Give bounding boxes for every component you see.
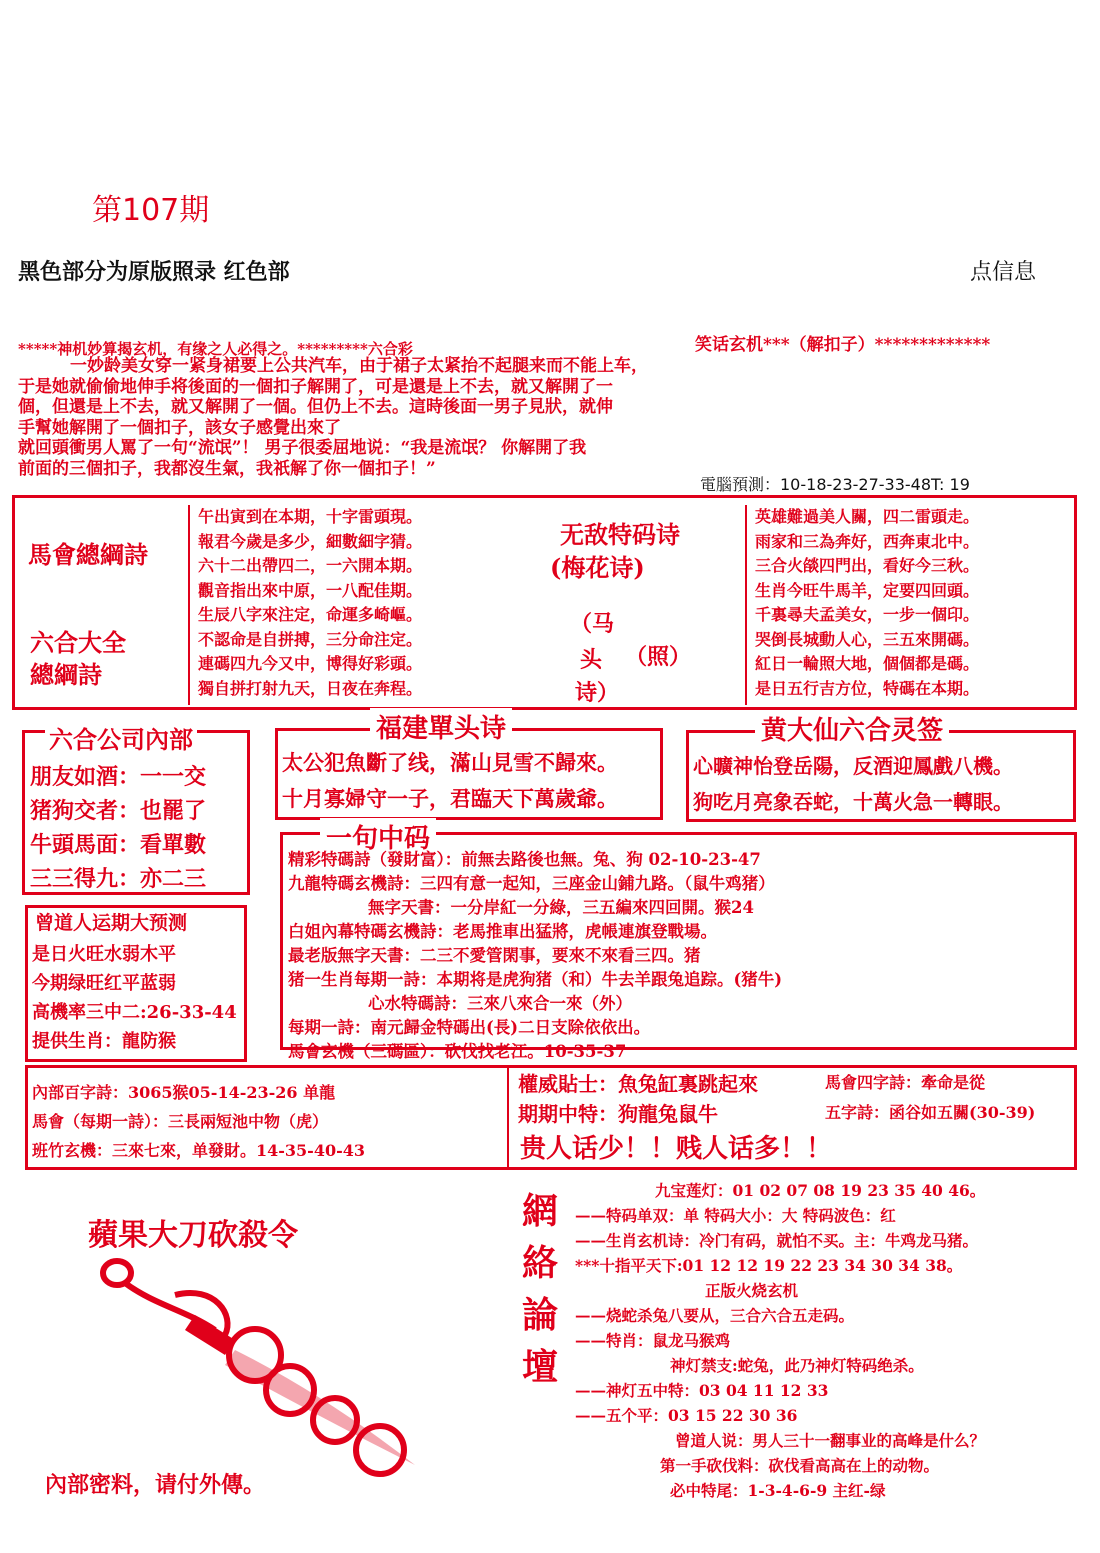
yiju-line: 心水特碼詩：三來八來合一來（外） bbox=[368, 994, 632, 1013]
company-line: 猪狗交者：也罷了 bbox=[30, 798, 207, 824]
forum-title-char: 壇 bbox=[522, 1346, 559, 1388]
zengdao-lines bbox=[32, 940, 237, 1056]
joke-line: 個，但還是上不去，就又解開了一個。但仍上不去。這時後面一男子見狀，就伸 bbox=[18, 397, 613, 417]
notice-text-right: 点信息 bbox=[970, 260, 1037, 285]
company-line: 三三得九：亦二三 bbox=[30, 866, 207, 892]
issue-number: 第107期 bbox=[92, 193, 210, 228]
poem-line: 觀音指出來中原，一八配佳期。 bbox=[198, 580, 423, 600]
computer-prediction: 電腦預測：10-18-23-27-33-48T: 19 bbox=[700, 475, 970, 494]
huangdaxian-title: 黄大仙六合灵签 bbox=[755, 710, 949, 747]
huangdaxian-line: 心曠神怡登岳陽，反酒迎鳳戲八機。 bbox=[693, 754, 1013, 778]
quanwei-line: 權威貼士：魚兔缸裏跳起來 bbox=[518, 1072, 758, 1096]
divider bbox=[745, 505, 747, 705]
joke-line: 于是她就偷偷地伸手将後面的一個扣子解開了，可是還是上不去，就又解開了一 bbox=[18, 376, 613, 397]
poem-line: 不認命是自拼搏，三分命注定。 bbox=[198, 629, 423, 649]
poem-line: 獨自拼打射九天，日夜在奔程。 bbox=[198, 678, 423, 698]
joke-heading: *****神机妙算揭玄机，有缘之人必得之。*********六合彩 bbox=[18, 340, 413, 358]
poem-line: 千裏尋夫孟美女，一步一個印。 bbox=[755, 605, 980, 624]
forum-title-char: 網 bbox=[522, 1190, 559, 1232]
quanwei-right: 五字詩：函谷如五關(30-39) bbox=[825, 1103, 1036, 1122]
forum-line: 九宝莲灯：01 02 07 08 19 23 35 40 46。 bbox=[655, 1181, 986, 1200]
joke-line: 手幫她解開了一個扣子，該女子感覺出來了 bbox=[18, 417, 341, 438]
fujian-title: 福建單头诗 bbox=[370, 708, 512, 745]
poem-line: 六十二出帶四二，一六開本期。 bbox=[198, 556, 423, 575]
center-note: （马 bbox=[570, 611, 615, 637]
zengdao-line: 提供生肖：龍防猴 bbox=[32, 1031, 176, 1052]
sword-icon bbox=[95, 1255, 435, 1485]
quanwei-line: 期期中特：狗龍兔鼠牛 bbox=[518, 1102, 718, 1126]
neibu-line: 班竹玄機：三來七來，单發財。14-35-40-43 bbox=[32, 1141, 365, 1160]
divider bbox=[188, 505, 190, 705]
zengdao-line: 是日火旺水弱木平 bbox=[32, 944, 176, 965]
forum-line: 神灯禁支:蛇兔，此乃神灯特码绝杀。 bbox=[670, 1356, 924, 1375]
joke-line: 就回頭衝男人罵了一句“流氓”！ 男子很委屈地说：“我是流氓？ 你解開了我 bbox=[18, 438, 587, 458]
company-line: 牛頭馬面：看單數 bbox=[30, 832, 207, 858]
fujian-line: 十月寡婦守一子，君臨天下萬歲爺。 bbox=[282, 786, 618, 811]
forum-line: 第一手砍伐料：砍伐看高高在上的动物。 bbox=[660, 1456, 940, 1475]
forum-line: ——五个平：03 15 22 30 36 bbox=[575, 1406, 798, 1425]
center-title: 无敌特码诗 bbox=[560, 520, 680, 549]
poem-line: 生肖今旺牛馬羊，定要四回頭。 bbox=[755, 580, 980, 600]
joke-line: 前面的三個扣子，我都沒生氣，我祇解了你一個扣子！” bbox=[18, 458, 436, 479]
company-title: 六合公司內部 bbox=[45, 720, 197, 755]
poem-line: 連碼四九今又中，博得好彩頭。 bbox=[198, 654, 423, 673]
forum-line: ——特码单双：单 特码大小：大 特码波色：红 bbox=[575, 1206, 896, 1225]
joke-heading-right: 笑话玄机***（解扣子）************* bbox=[695, 335, 991, 355]
forum-line: ——烧蛇杀兔八要从，三合六合五走码。 bbox=[575, 1306, 855, 1325]
mahui-title: 馬會總綱詩 bbox=[28, 540, 148, 569]
mahui-left-poem bbox=[198, 505, 422, 701]
forum-line: 正版火烧玄机 bbox=[705, 1281, 799, 1300]
forum-title-char: 論 bbox=[522, 1294, 559, 1336]
center-note: （照） bbox=[625, 644, 692, 670]
yiju-title: 一句中码 bbox=[320, 818, 436, 855]
notice-text-left: 黑色部分为原版照录 红色部 bbox=[18, 260, 290, 285]
huangdaxian-lines bbox=[693, 748, 1013, 820]
yiju-line: 最老版無字天書：二三不愛管閑事，要來不來看三四。猪 bbox=[288, 946, 701, 965]
forum-line: 曾道人说：男人三十一翻事业的高峰是什么？ bbox=[675, 1431, 986, 1450]
poem-line: 報君今歲是多少，細數細字猜。 bbox=[198, 531, 423, 551]
poem-line: 雨家和三為奔好，西奔東北中。 bbox=[755, 531, 980, 551]
neibu-line: 內部百字詩：3065猴05-14-23-26 单龍 bbox=[32, 1083, 336, 1102]
mahui-right-poem bbox=[755, 505, 979, 701]
yiju-line: 白姐內幕特碼玄機詩：老馬推車出猛將，虎帳連旗登戰場。 bbox=[288, 922, 717, 941]
forum-title bbox=[522, 1185, 558, 1393]
poem-line: 午出寅到在本期，十字雷頭現。 bbox=[198, 507, 423, 526]
forum-line: ——特肖：鼠龙马猴鸡 bbox=[575, 1331, 731, 1350]
center-note: 诗） bbox=[575, 680, 620, 706]
forum-line: ——神灯五中特：03 04 11 12 33 bbox=[575, 1381, 829, 1400]
poem-line: 英雄難過美人關，四二雷頭走。 bbox=[755, 507, 980, 526]
liuhe-title-a: 六合大全 bbox=[30, 628, 126, 657]
poem-line: 生辰八字來注定，命運多崎嶇。 bbox=[198, 605, 423, 624]
zengdao-line: 高機率三中二:26-33-44 bbox=[32, 1002, 237, 1023]
zengdao-line: 今期绿旺红平蓝弱 bbox=[32, 973, 176, 994]
fujian-line: 太公犯魚斷了线，滿山見雪不歸來。 bbox=[282, 750, 618, 775]
center-subtitle: (梅花诗) bbox=[550, 553, 645, 582]
zengdao-title: 曾道人运期大预测 bbox=[35, 912, 188, 934]
yiju-line: 無字天書：一分岸紅一分綠，三五編來四回開。猴24 bbox=[368, 898, 754, 917]
company-lines bbox=[30, 760, 206, 896]
apple-footer: 內部密料，请付外傳。 bbox=[45, 1472, 266, 1498]
yiju-line: 猪一生肖每期一詩：本期将是虎狗猪（和）牛去羊跟兔追踪。(猪牛) bbox=[288, 970, 783, 989]
forum-line: ——生肖玄机诗：冷门有码，就怕不买。主：牛鸡龙马猪。 bbox=[575, 1231, 979, 1250]
yiju-line: 每期一詩：南元歸金特碼出(長)二日支除依依出。 bbox=[288, 1018, 651, 1037]
yiju-lines bbox=[288, 848, 782, 1064]
center-note: 头 bbox=[580, 647, 603, 673]
neibu-line: 馬會（每期一詩）：三長兩短池中物（虎） bbox=[32, 1112, 329, 1131]
forum-line: 必中特尾：1-3-4-6-9 主红-绿 bbox=[670, 1481, 886, 1500]
apple-title: 蘋果大刀砍殺令 bbox=[88, 1218, 298, 1253]
forum-lines bbox=[575, 1178, 985, 1503]
forum-line: ***十指平天下:01 12 12 19 22 23 34 30 34 38。 bbox=[575, 1256, 963, 1275]
poem-line: 是日五行吉方位，特碼在本期。 bbox=[755, 678, 980, 698]
huangdaxian-line: 狗吃月亮象吞蛇，十萬火急一轉眼。 bbox=[693, 790, 1013, 814]
yiju-line: 馬會玄機（三碼區）：砍伐找老江。10-35-37 bbox=[288, 1042, 627, 1061]
divider bbox=[507, 1065, 509, 1170]
slogan: 贵人话少！！贱人话多！！ bbox=[520, 1134, 833, 1164]
poem-line: 三合火燄四門出，看好今三秋。 bbox=[755, 556, 980, 575]
liuhe-title-b: 總綱詩 bbox=[30, 660, 102, 689]
yiju-line: 精彩特碼詩（發財富）：前無去路後也無。兔、狗 02-10-23-47 bbox=[288, 850, 761, 869]
yiju-line: 九龍特碼玄機詩：三四有意一起知，三座金山鋪九路。（鼠牛鸡猪） bbox=[288, 874, 775, 893]
poem-line: 紅日一輪照大地，個個都是碼。 bbox=[755, 654, 980, 673]
quanwei-right: 馬會四字詩：牽命是從 bbox=[825, 1073, 986, 1092]
company-line: 朋友如酒：一一交 bbox=[30, 764, 207, 790]
fujian-lines bbox=[282, 745, 618, 817]
joke-body bbox=[18, 356, 1082, 479]
poem-line: 哭倒長城動人心，三五來開碼。 bbox=[755, 629, 980, 649]
joke-line: 一妙龄美女穿一紧身裙要上公共汽车，由于裙子太紧抬不起腿来而不能上车， bbox=[70, 356, 648, 376]
neibu-lines bbox=[32, 1078, 365, 1165]
forum-title-char: 絡 bbox=[522, 1242, 559, 1284]
